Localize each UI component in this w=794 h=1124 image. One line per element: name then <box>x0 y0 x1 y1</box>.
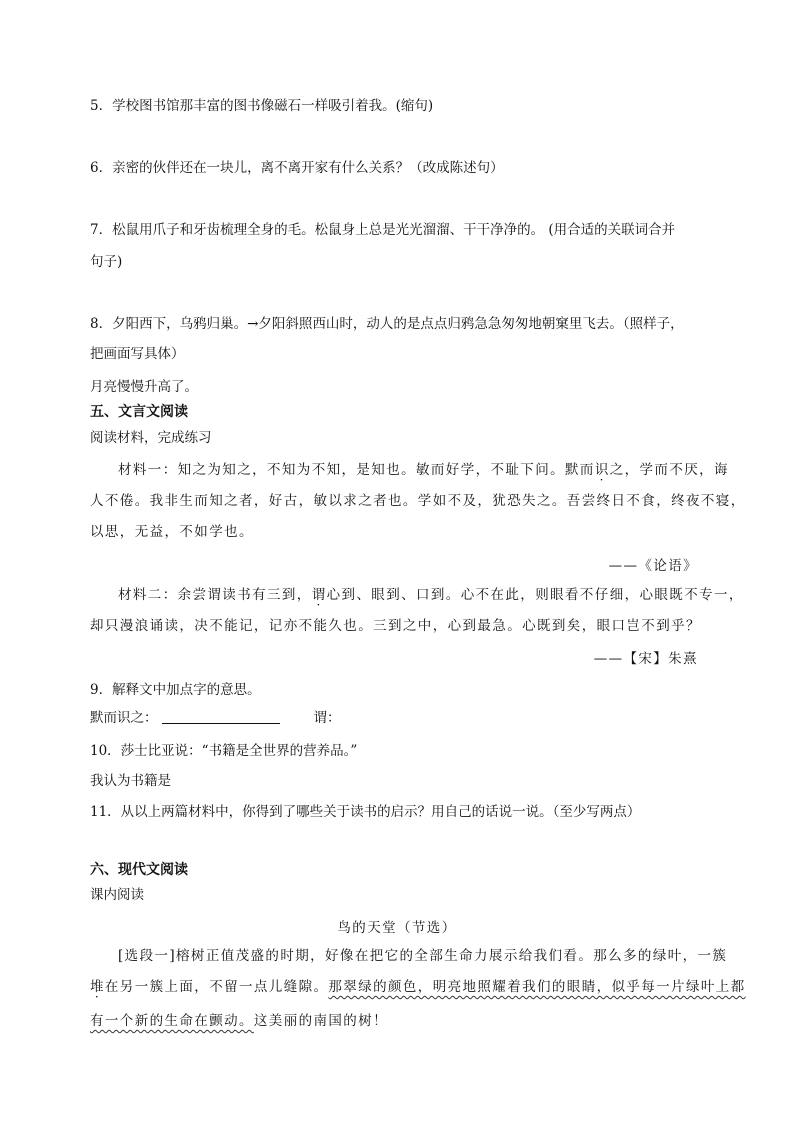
q11: 11．从以上两篇材料中，你得到了哪些关于读书的启示？用自己的话说一说。（至少写两点） <box>90 804 641 820</box>
section6-subtitle: 课内阅读 <box>90 887 144 903</box>
passage-line2: 堆在另一簇上面，不留一点儿缝隙。那翠绿的颜色，明亮地照耀着我们的眼睛，似乎每一片绿叶上都 <box>90 979 746 995</box>
dotted-char: 堆 <box>90 979 105 995</box>
q8-line2: 把画面写具体） <box>90 346 185 362</box>
q10-answer: 我认为书籍是 <box>90 773 171 789</box>
material2-line1: 材料二：余尝谓读书有三到，谓心到、眼到、口到。心不在此，则眼看不仔细，心眼既不专一， <box>118 587 744 603</box>
passage-title: 鸟的天堂（节选） <box>337 920 457 936</box>
section5-title: 五、文言文阅读 <box>90 404 188 420</box>
passage-line1: [选段一]榕树正值茂盛的时期，好像在把它的全部生命力展示给我们看。那么多的绿叶，一簇 <box>118 948 728 964</box>
q8-line1: 8．夕阳西下，乌鸦归巢。→夕阳斜照西山时，动人的是点点归鸦急急匆匆地朝窠里飞去。（照样子， <box>90 316 684 332</box>
material2-source: ——【宋】朱熹 <box>593 651 698 667</box>
section6-title: 六、现代文阅读 <box>90 862 188 878</box>
q7-line1: 7．松鼠用爪子和牙齿梳理全身的毛。松鼠身上总是光光溜溜、干干净净的。 (用合适的关联词合并 <box>90 222 676 238</box>
material1-source: ——《论语》 <box>608 558 698 574</box>
section5-instruction: 阅读材料，完成练习 <box>90 430 212 446</box>
q8-answer: 月亮慢慢升高了。 <box>90 379 198 395</box>
q9: 9．解释文中加点字的意思。 <box>90 682 261 698</box>
q9-answer-line: 默而识之： 谓： <box>90 710 341 726</box>
dotted-char: 识 <box>594 462 610 478</box>
wavy-underlined-text: 那翠绿的颜色，明亮地照耀着我们的眼睛，似乎每一片绿叶上都 <box>328 979 746 995</box>
q6: 6．亲密的伙伴还在一块儿，离不离开家有什么关系？（改成陈述句） <box>90 160 504 176</box>
material1-line3: 以思，无益，不如学也。 <box>90 524 254 540</box>
answer-blank[interactable] <box>162 709 280 724</box>
material1-line2: 人不倦。我非生而知之者，好古，敏以求之者也。学如不及，犹恐失之。吾尝终日不食，终夜不寝， <box>90 493 746 509</box>
wavy-underlined-text: 有一个新的生命在颤动。 <box>90 1013 254 1029</box>
dotted-char: 谓 <box>311 587 327 603</box>
q10: 10．莎士比亚说：“书籍是全世界的营养品。” <box>90 743 358 759</box>
q7-line2: 句子) <box>90 254 123 270</box>
material1-line1: 材料一：知之为知之，不知为不知，是知也。敏而好学，不耻下问。默而识之，学而不厌，诲 <box>118 462 729 478</box>
passage-line3: 有一个新的生命在颤动。这美丽的南国的树！ <box>90 1013 389 1029</box>
q5: 5．学校图书馆那丰富的图书像磁石一样吸引着我。(缩句) <box>90 98 434 114</box>
material2-line2: 却只漫浪诵读，决不能记，记亦不能久也。三到之中，心到最急。心既到矣，眼口岂不到乎？ <box>90 618 701 634</box>
